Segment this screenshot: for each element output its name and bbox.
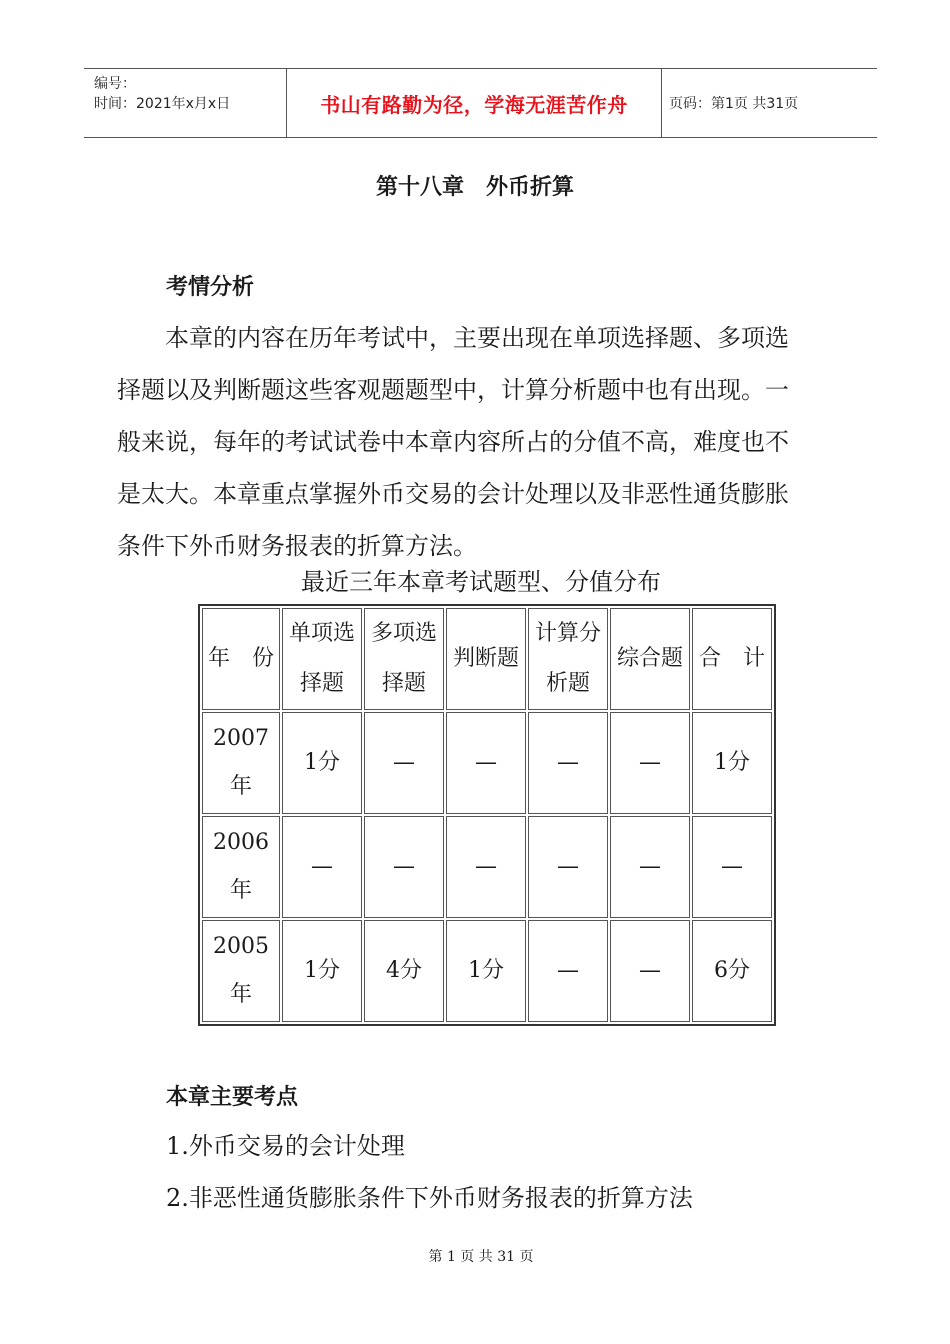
table-cell: — — [528, 816, 608, 918]
table-row — [202, 816, 772, 918]
number-label: 编号： — [94, 76, 136, 92]
header-page-cell — [661, 69, 877, 137]
table-cell: — — [446, 712, 526, 814]
chapter-title: 第十八章 外币折算 — [375, 175, 574, 200]
table-cell: — — [692, 816, 772, 918]
paragraph-line: 条件下外币财务报表的折算方法。 — [117, 532, 477, 560]
table-header-row — [202, 608, 772, 710]
table-cell: 1分 — [282, 712, 362, 814]
table-cell: — — [610, 816, 690, 918]
key-point-item: 2.非恶性通货膨胀条件下外币财务报表的折算方法 — [166, 1184, 693, 1212]
score-distribution-table — [198, 604, 776, 1026]
table-cell: 1分 — [692, 712, 772, 814]
table-row — [202, 712, 772, 814]
header-multiple-choice: 多项选 择题 — [364, 608, 444, 710]
paragraph-line: 本章的内容在历年考试中，主要出现在单项选择题、多项选 — [117, 324, 789, 352]
header-motto-cell — [286, 69, 662, 137]
page-label: 页码：第1页 共31页 — [669, 96, 799, 112]
header-meta-cell — [84, 69, 286, 137]
paragraph-line: 是太大。本章重点掌握外币交易的会计处理以及非恶性通货膨胀 — [117, 480, 789, 508]
page-footer: 第 1 页 共 31 页 — [428, 1249, 534, 1265]
key-point-item: 1.外币交易的会计处理 — [166, 1132, 405, 1160]
table-cell: 1分 — [446, 920, 526, 1022]
header-single-choice: 单项选 择题 — [282, 608, 362, 710]
document-header — [84, 68, 877, 138]
motto: 书山有路勤为径，学海无涯苦作舟 — [320, 92, 628, 117]
table-row — [202, 920, 772, 1022]
row-year: 2007 年 — [202, 712, 280, 814]
table-cell: — — [528, 712, 608, 814]
table-cell: 1分 — [282, 920, 362, 1022]
table-cell: — — [282, 816, 362, 918]
date-label: 时间：2021年x月x日 — [94, 96, 231, 112]
table-cell: 6分 — [692, 920, 772, 1022]
table-cell: — — [446, 816, 526, 918]
section-heading-key-points: 本章主要考点 — [166, 1085, 299, 1110]
paragraph-line: 般来说，每年的考试试卷中本章内容所占的分值不高，难度也不 — [117, 428, 789, 456]
intro-paragraph — [117, 312, 833, 572]
table-cell: 4分 — [364, 920, 444, 1022]
header-total: 合 计 — [692, 608, 772, 710]
header-year: 年 份 — [202, 608, 280, 710]
row-year: 2006 年 — [202, 816, 280, 918]
header-calculation: 计算分 析题 — [528, 608, 608, 710]
table-cell: — — [364, 816, 444, 918]
header-comprehensive: 综合题 — [610, 608, 690, 710]
paragraph-line: 择题以及判断题这些客观题题型中，计算分析题中也有出现。一 — [117, 376, 789, 404]
row-year: 2005 年 — [202, 920, 280, 1022]
table-caption: 最近三年本章考试题型、分值分布 — [301, 568, 661, 596]
table-cell: — — [528, 920, 608, 1022]
header-true-false: 判断题 — [446, 608, 526, 710]
table-cell: — — [610, 920, 690, 1022]
table-cell: — — [610, 712, 690, 814]
section-heading-analysis: 考情分析 — [166, 275, 255, 300]
table-cell: — — [364, 712, 444, 814]
